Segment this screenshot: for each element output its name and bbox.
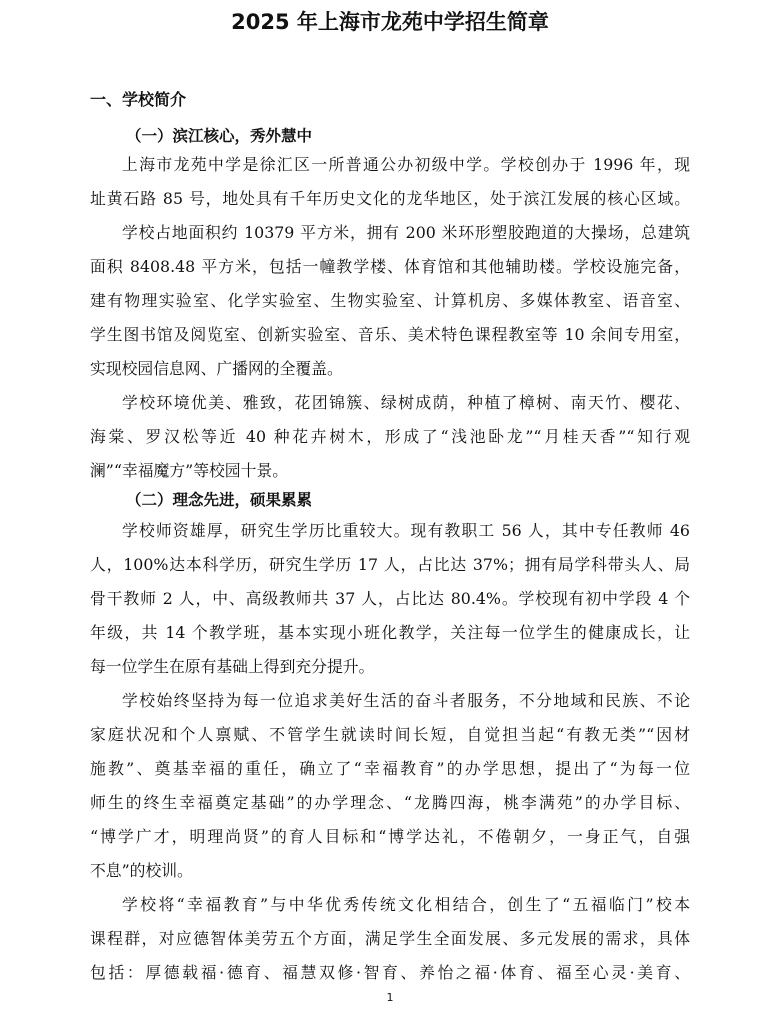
subsection-2-body (90, 514, 690, 990)
paragraph-line: 海棠、罗汉松等近 40 种花卉树木，形成了“浅池卧龙”“月桂天香”“知行观 (90, 427, 690, 446)
paragraph-line: 家庭状况和个人禀赋、不管学生就读时间长短，自觉担当起“有教无类”“因材 (90, 725, 690, 744)
subsection-1-body (90, 148, 690, 488)
paragraph-line: 师生的终生幸福奠定基础”的办学理念、“龙腾四海，桃李满苑”的办学目标、 (90, 793, 690, 812)
paragraph-line: 学校环境优美、雅致，花团锦簇、绿树成荫，种植了樟树、南天竹、樱花、 (122, 393, 690, 412)
paragraph-line: 澜”“幸福魔方”等校园十景。 (90, 461, 288, 480)
subsection-heading-1: （一）滨江核心，秀外慧中 (126, 127, 313, 145)
paragraph-line: 人，100%达本科学历，研究生学历 17 人，占比达 37%；拥有局学科带头人、局 (90, 555, 690, 574)
paragraph-line: 每一位学生在原有基础上得到充分提升。 (90, 657, 375, 676)
document-title: 2025 年上海市龙苑中学招生简章 (231, 10, 549, 34)
paragraph-line: 施教”、奠基幸福的重任，确立了“幸福教育”的办学思想，提出了“为每一位 (90, 759, 690, 778)
section-heading-school-intro: 一、学校简介 (90, 90, 187, 109)
paragraph-line: 学生图书馆及阅览室、创新实验室、音乐、美术特色课程教室等 10 余间专用室， (90, 325, 690, 344)
paragraph-line: 不息”的校训。 (90, 861, 193, 880)
paragraph-line: 址黄石路 85 号，地处具有千年历史文化的龙华地区，处于滨江发展的核心区域。 (90, 189, 690, 208)
paragraph-line: 上海市龙苑中学是徐汇区一所普通公办初级中学。学校创办于 1996 年，现 (122, 155, 690, 174)
paragraph-line: 学校始终坚持为每一位追求美好生活的奋斗者服务，不分地域和民族、不论 (122, 691, 690, 710)
paragraph-line: 年级，共 14 个教学班，基本实现小班化教学，关注每一位学生的健康成长，让 (90, 623, 690, 642)
paragraph-line: 学校师资雄厚，研究生学历比重较大。现有教职工 56 人，其中专任教师 46 (122, 521, 690, 540)
paragraph-line: 课程群，对应德智体美劳五个方面，满足学生全面发展、多元发展的需求，具体 (90, 929, 690, 948)
page-number: 1 (386, 991, 394, 1004)
paragraph-line: 建有物理实验室、化学实验室、生物实验室、计算机房、多媒体教室、语音室、 (90, 291, 690, 310)
paragraph-line: 骨干教师 2 人，中、高级教师共 37 人，占比达 80.4%。学校现有初中学段 4 个 (90, 589, 690, 608)
paragraph-line: 学校将“幸福教育”与中华优秀传统文化相结合，创生了“五福临门”校本 (122, 895, 690, 914)
paragraph-line: 学校占地面积约 10379 平方米，拥有 200 米环形塑胶跑道的大操场，总建筑 (122, 223, 690, 242)
paragraph-line: “博学广才，明理尚贤”的育人目标和“博学达礼，不倦朝夕，一身正气，自强 (90, 827, 690, 846)
subsection-heading-2: （二）理念先进，硕果累累 (126, 491, 313, 509)
paragraph-line: 实现校园信息网、广播网的全覆盖。 (90, 359, 343, 378)
paragraph-line: 包括：厚德载福·德育、福慧双修·智育、养怡之福·体育、福至心灵·美育、 (90, 963, 690, 982)
paragraph-line: 面积 8408.48 平方米，包括一幢教学楼、体育馆和其他辅助楼。学校设施完备， (90, 257, 690, 276)
